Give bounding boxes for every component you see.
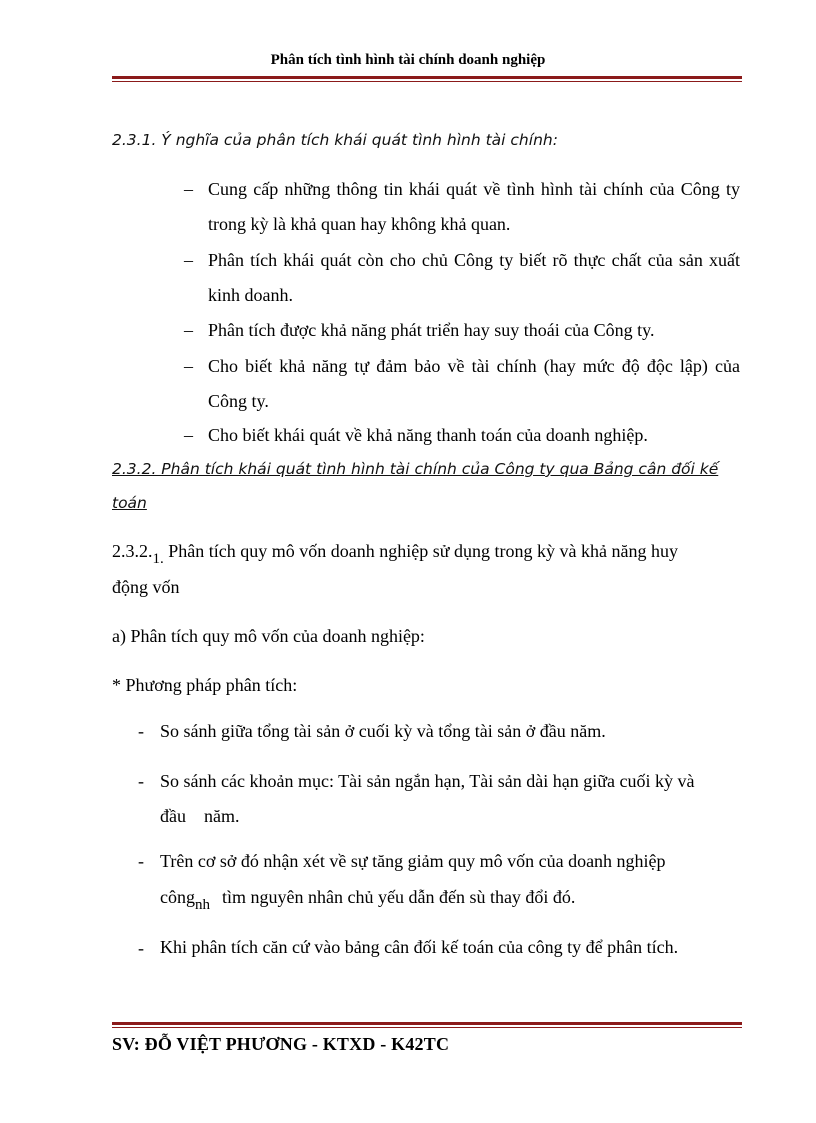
section-2321-title-line2: động vốn — [112, 577, 180, 597]
bullet-item: Cho biết khả năng tự đảm bảo về tài chính (hay mức độ độc lập) của Công ty. — [208, 356, 740, 411]
bullet-item: Cho biết khái quát về khả năng thanh toán của doanh nghiệp. — [208, 425, 648, 445]
bullet-item: Phân tích được khả năng phát triển hay suy thoái của Công ty. — [208, 320, 655, 340]
hyphen-marker: - — [138, 938, 144, 958]
bullet-item: Phân tích khái quát còn cho chủ Công ty biết rõ thực chất của sản xuất kinh doanh. — [208, 250, 740, 305]
bullet-item: Cung cấp những thông tin khái quát về tình hình tài chính của Công ty trong kỳ là khả quan hay không khả quan. — [208, 179, 740, 234]
section-232-heading-line2: toán — [112, 494, 147, 512]
part-a-label: a) Phân tích quy mô vốn của doanh nghiệp: — [112, 626, 425, 646]
dash-marker: – — [184, 425, 193, 445]
section-231-heading: 2.3.1. Ý nghĩa của phân tích khái quát tình hình tài chính: — [112, 131, 558, 149]
method-item: So sánh giữa tổng tài sản ở cuối kỳ và tổng tài sản ở đầu năm. — [160, 721, 606, 741]
dash-marker: – — [184, 356, 193, 376]
hyphen-marker: - — [138, 771, 144, 791]
footer-rule-thin — [112, 1027, 742, 1028]
method-item-continuation — [160, 880, 730, 916]
header-rule-thick — [112, 76, 742, 79]
header-rule-thin — [112, 81, 742, 82]
dash-marker: – — [184, 250, 193, 270]
footer-student-info: SV: ĐỖ VIỆT PHƯƠNG - KTXD - K42TC — [112, 1034, 450, 1054]
method-item-word: công — [160, 887, 195, 907]
method-item: Trên cơ sở đó nhận xét về sự tăng giảm quy mô vốn của doanh nghiệp — [160, 851, 666, 871]
hyphen-marker: - — [138, 721, 144, 741]
dash-marker: – — [184, 179, 193, 199]
method-item-rest: tìm nguyên nhân chủ yếu dẫn đến sù thay đổi đó. — [222, 887, 576, 907]
section-2321-number: 2.3.2. — [112, 541, 153, 561]
section-2321-title-line1: Phân tích quy mô vốn doanh nghiệp sử dụng trong kỳ và khả năng huy — [168, 541, 678, 561]
dash-marker: – — [184, 320, 193, 340]
section-232-heading-line1: 2.3.2. Phân tích khái quát tình hình tài chính của Công ty qua Bảng cân đối kế — [112, 460, 719, 478]
method-item-sub: nh — [195, 897, 210, 913]
method-item: So sánh các khoản mục: Tài sản ngắn hạn, Tài sản dài hạn giữa cuối kỳ và — [160, 771, 695, 791]
method-label: * Phương pháp phân tích: — [112, 675, 298, 695]
section-2321-title — [112, 534, 678, 570]
method-item-continuation: đầu năm. — [160, 806, 240, 826]
page-header-title: Phân tích tình hình tài chính doanh nghiệp — [270, 52, 546, 68]
section-2321-sub: 1. — [152, 551, 164, 567]
hyphen-marker: - — [138, 851, 144, 871]
method-item: Khi phân tích căn cứ vào bảng cân đối kế toán của công ty để phân tích. — [160, 937, 679, 957]
footer-rule-thick — [112, 1022, 742, 1025]
